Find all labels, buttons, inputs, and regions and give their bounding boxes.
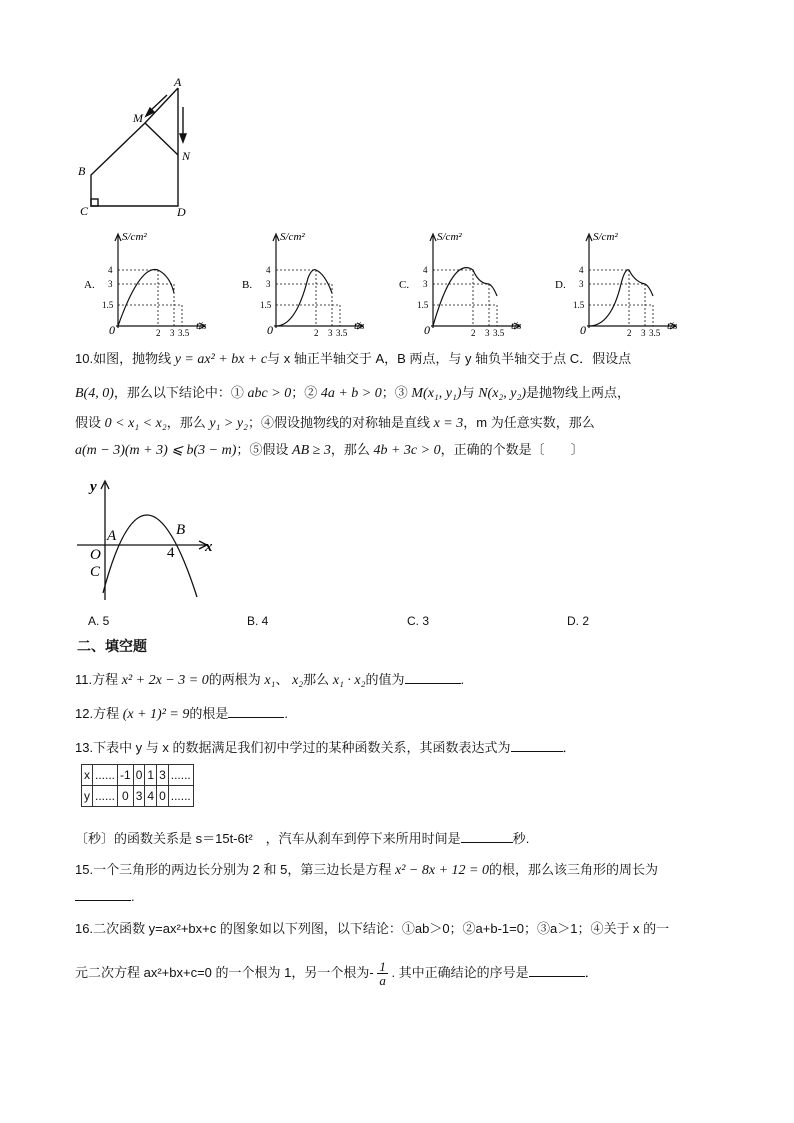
graph-ytick: 4 (266, 265, 271, 275)
graph-origin: 0 (424, 323, 430, 337)
label-B: B (78, 164, 86, 178)
q10-B-label: B (176, 522, 186, 538)
graph-xtick: 3.5 (178, 328, 190, 338)
graph-option-label: B. (242, 279, 253, 291)
q14-line: 〔秒〕的函数关系是 s＝15t-6t² ，汽车从刹车到停下来所用时间是 秒. (75, 831, 530, 846)
graph-xlabel: t/s (511, 320, 522, 332)
table-cell: ...... (168, 786, 193, 807)
q16-blank[interactable] (529, 963, 585, 977)
q15-line1: 15.一个三角形的两边长分别为 2 和 5，第三边长是方程 x² − 8x + 12 = 0的根，那么该三角形的周长为 (75, 862, 658, 878)
q12-blank[interactable] (228, 704, 284, 718)
label-A: A (174, 75, 182, 89)
q10-option-b[interactable]: B. 4 (247, 614, 269, 628)
label-M: M (133, 111, 143, 125)
q10-O-label: O (90, 547, 101, 563)
table-cell: 1 (145, 765, 157, 786)
q10-parabola-figure (75, 475, 225, 605)
table-cell: -1 (118, 765, 134, 786)
q10-line3: 假设 0 < x₁ < x₂，那么 y₁ > y₂；④假设抛物线的对称轴是直线 x = 3，m 为任意实数，那么 (75, 415, 595, 431)
q16-fraction: $\frac{1}{a}$ (379, 959, 386, 988)
q10-option-c[interactable]: C. 3 (407, 614, 430, 628)
graph-ylabel: S/cm² (437, 231, 462, 243)
table-cell: y (82, 786, 93, 807)
graph-ytick: 1.5 (260, 300, 272, 310)
graph-xlabel: t/s (354, 320, 365, 332)
graph-origin: 0 (109, 323, 115, 337)
graph-ytick: 3 (423, 279, 428, 289)
q11-line: 11.方程 x² + 2x − 3 = 0的两根为 x₁、 x₂那么 x₁ · x₂的值为 . (75, 672, 465, 688)
q13-line: 13.下表中 y 与 x 的数据满足我们初中学过的某种函数关系，其函数表达式为 ． (75, 740, 576, 755)
graph-ytick: 1.5 (102, 300, 114, 310)
q13-row-x (82, 765, 194, 786)
graph-xtick: 3.5 (493, 328, 505, 338)
graph-xtick: 2 (627, 328, 632, 338)
table-cell: ...... (93, 786, 118, 807)
q12-line: 12.方程 (x + 1)² = 9的根是 . (75, 706, 288, 722)
graph-xtick: 2 (156, 328, 161, 338)
table-cell: 0 (118, 786, 134, 807)
graph-xtick: 3 (641, 328, 646, 338)
table-cell: 0 (133, 765, 145, 786)
graph-option-label: D. (555, 279, 566, 291)
label-N: N (182, 149, 191, 163)
graph-ylabel: S/cm² (122, 231, 147, 243)
option-graph-2 (240, 228, 375, 338)
graph-ylabel: S/cm² (593, 231, 618, 243)
graph-ytick: 3 (579, 279, 584, 289)
table-cell: x (82, 765, 93, 786)
graph-xtick: 3 (328, 328, 333, 338)
q16-line2: 元二次方程 ax²+bx+c=0 的一个根为 1，另一个根为- $\frac{1}{a}$ . 其中正确结论的序号是 ． (75, 959, 598, 988)
q10-option-a[interactable]: A. 5 (88, 614, 110, 628)
table-cell: ...... (168, 765, 193, 786)
q15-line2: . (75, 887, 135, 906)
graph-xlabel: t/s (667, 320, 678, 332)
q15-blank[interactable] (75, 887, 131, 901)
q10-x-label: x (205, 539, 213, 555)
q10-C-label: C (90, 564, 101, 580)
graph-option-label: A. (84, 279, 95, 291)
graph-xtick: 3 (170, 328, 175, 338)
q13-blank[interactable] (511, 738, 563, 752)
option-graph-3 (397, 228, 532, 338)
q11-blank[interactable] (405, 670, 461, 684)
q16-line1: 16.二次函数 y=ax²+bx+c 的图象如以下列图，以下结论：①ab＞0；②a+b-1=0；③a＞1；④关于 x 的一 (75, 921, 670, 936)
graph-ytick: 3 (266, 279, 271, 289)
graph-origin: 0 (267, 323, 273, 337)
q10-line1: 10.如图，抛物线 y = ax² + bx + c与 x 轴正半轴交于 A，B 两点，与 y 轴负半轴交于点 C．假设点 (75, 351, 632, 367)
table-cell: 4 (145, 786, 157, 807)
label-D: D (177, 205, 186, 219)
q10-A-label: A (107, 528, 117, 544)
table-cell: ...... (93, 765, 118, 786)
graph-xtick: 3 (485, 328, 490, 338)
graph-ylabel: S/cm² (280, 231, 305, 243)
section-fill-in-heading: 二、填空题 (77, 639, 147, 655)
geometry-figure (70, 75, 210, 220)
graph-ytick: 4 (108, 265, 113, 275)
graph-ytick: 4 (579, 265, 584, 275)
graph-option-label: C. (399, 279, 410, 291)
table-cell: 3 (157, 765, 169, 786)
q10-option-d[interactable]: D. 2 (567, 614, 590, 628)
graph-ytick: 1.5 (573, 300, 585, 310)
graph-xtick: 2 (471, 328, 476, 338)
graph-ytick: 3 (108, 279, 113, 289)
graph-xlabel: t/s (196, 320, 207, 332)
q14-blank[interactable] (461, 829, 513, 843)
q10-line2: B(4, 0)，那么以下结论中：① abc > 0；② 4a + b > 0；③ M(x₁, y₁)与 N(x₂, y₂)是抛物线上两点， (75, 385, 631, 401)
q13-table (81, 764, 194, 807)
q13-row-y (82, 786, 194, 807)
graph-xtick: 2 (314, 328, 319, 338)
option-graph-1 (82, 228, 217, 338)
table-cell: 0 (157, 786, 169, 807)
label-C: C (80, 204, 89, 218)
graph-ytick: 1.5 (417, 300, 429, 310)
q10-y-label: y (90, 479, 97, 495)
table-cell: 3 (133, 786, 145, 807)
graph-ytick: 4 (423, 265, 428, 275)
graph-xtick: 3.5 (336, 328, 348, 338)
graph-xtick: 3.5 (649, 328, 661, 338)
q10-line4: a(m − 3)(m + 3) ⩽ b(3 − m)；⑤假设 AB ≥ 3，那么 4b + 3c > 0，正确的个数是〔 〕 (75, 442, 584, 458)
graph-origin: 0 (580, 323, 586, 337)
option-graph-4 (553, 228, 688, 338)
q10-4-label: 4 (167, 545, 175, 561)
